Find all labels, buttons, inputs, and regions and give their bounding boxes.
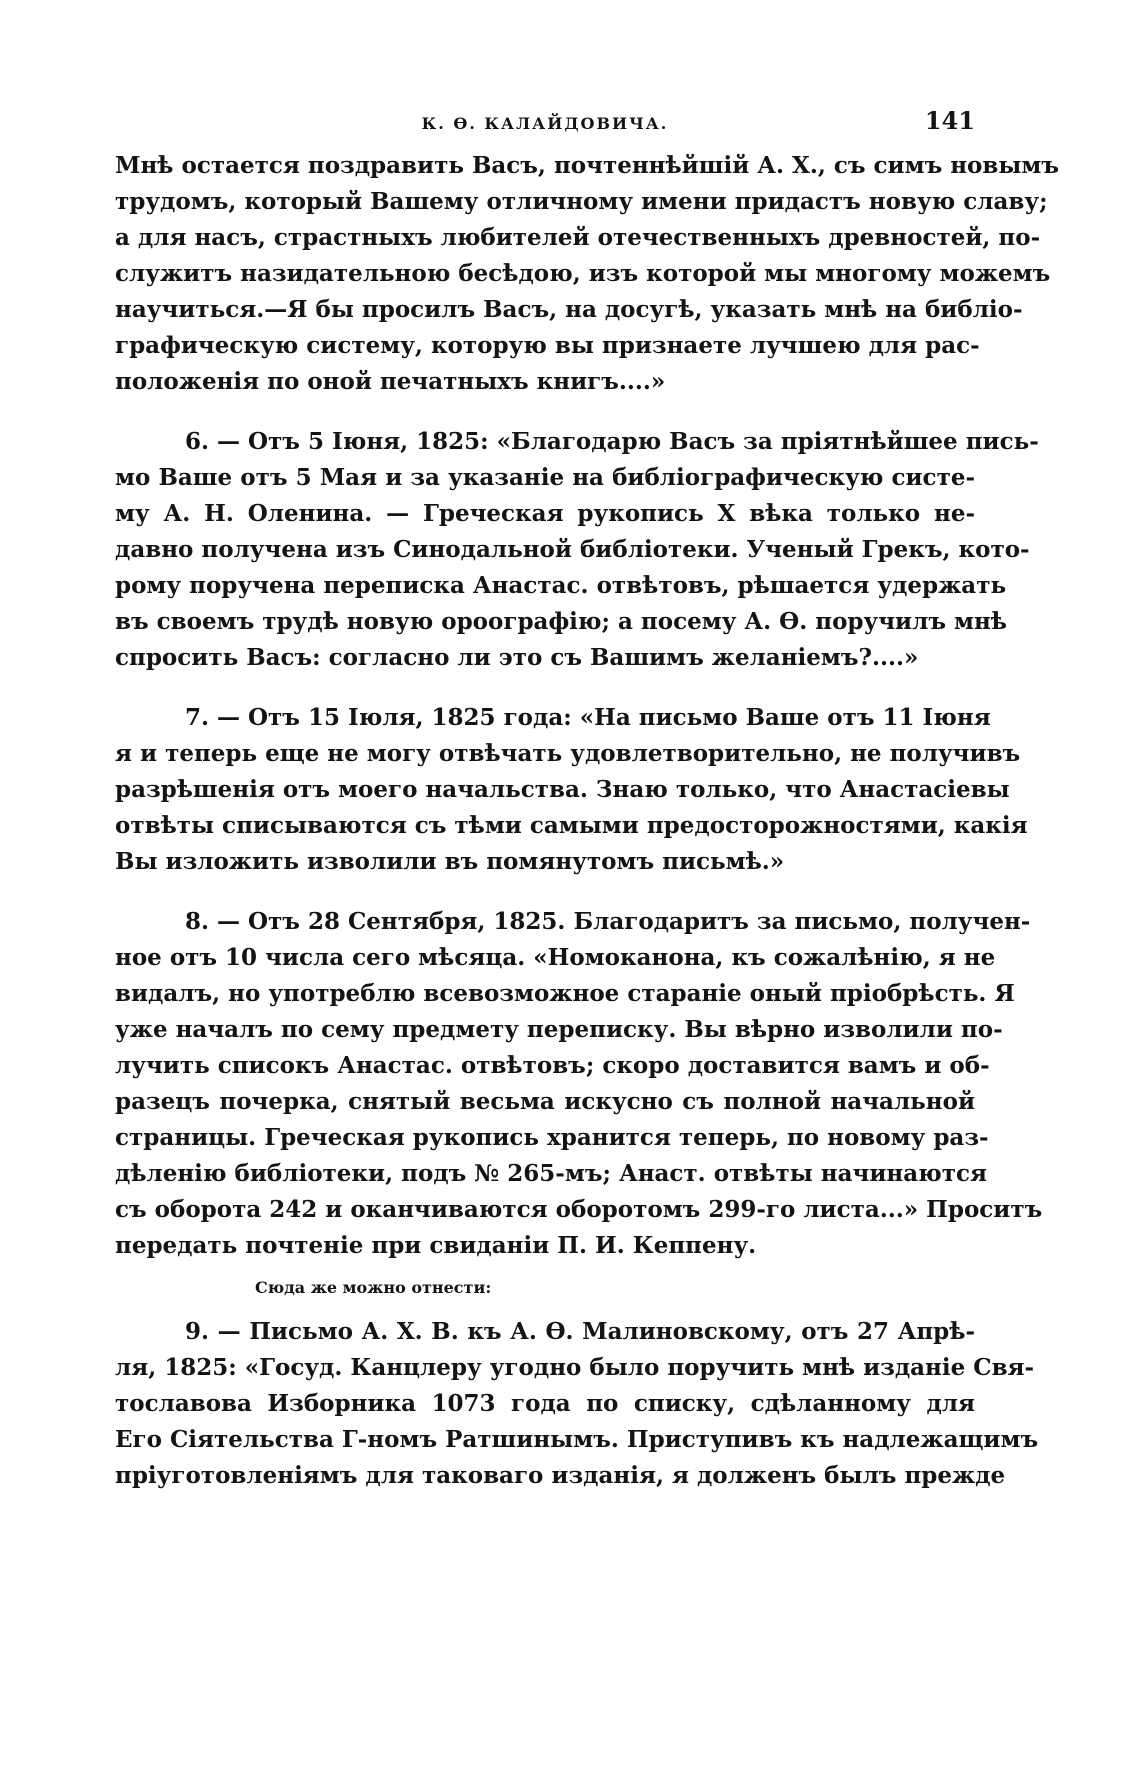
text-line: 9. — Письмо А. Х. В. къ А. Ө. Малиновскому, отъ 27 Апрѣ- [185, 1318, 975, 1345]
running-head [115, 106, 975, 140]
section-subheading: Сюда же можно отнести: [255, 1278, 492, 1297]
page-number: 141 [924, 106, 975, 135]
text-line: трудомъ, который Вашему отличному имени придастъ новую славу; [115, 188, 1048, 215]
text-line: съ оборота 242 и оканчиваются оборотомъ 299-го листа...» Проситъ [115, 1196, 1043, 1223]
text-line: 8. — Отъ 28 Сентября, 1825. Благодаритъ за письмо, получен- [185, 908, 1031, 935]
text-line: разецъ почерка, снятый весьма искусно съ полной начальной [115, 1088, 975, 1115]
text-line: а для насъ, страстныхъ любителей отечественныхъ древностей, по- [115, 224, 1041, 251]
text-line: му А. Н. Оленина. — Греческая рукопись X вѣка только не- [115, 500, 975, 527]
text-line: пріуготовленіямъ для таковаго изданія, я долженъ былъ прежде [115, 1462, 1006, 1489]
paragraph-8 [115, 904, 1043, 1264]
text-line: давно получена изъ Синодальной библіотеки. Ученый Грекъ, кото- [115, 536, 1030, 563]
text-line: отвѣты списываются съ тѣми самыми предосторожностями, какія [115, 812, 1028, 839]
text-line: тославова Изборника 1073 года по списку, сдѣланному для [115, 1390, 975, 1417]
text-line: 6. — Отъ 5 Іюня, 1825: «Благодарю Васъ за пріятнѣйшее пись- [185, 428, 1039, 455]
text-line: 7. — Отъ 15 Іюля, 1825 года: «На письмо Ваше отъ 11 Іюня [185, 704, 991, 731]
text-line: ное отъ 10 числа сего мѣсяца. «Номоканона, къ сожалѣнію, я не [115, 944, 996, 971]
paragraph-9 [115, 1314, 1039, 1494]
text-line: спросить Васъ: согласно ли это съ Вашимъ желаніемъ?....» [115, 644, 919, 671]
text-line: рому поручена переписка Анастас. отвѣтовъ, рѣшается удержать [115, 572, 1007, 599]
text-line: мо Ваше отъ 5 Мая и за указаніе на библіографическую систе- [115, 464, 975, 491]
text-line: въ своемъ трудѣ новую ороографію; а посему А. Ө. поручилъ мнѣ [115, 608, 1007, 635]
text-line: положенія по оной печатныхъ книгъ....» [115, 368, 666, 395]
body-text [115, 148, 1060, 1494]
text-line: графическую систему, которую вы признаете лучшею для рас- [115, 332, 980, 359]
paragraph-6 [115, 424, 1039, 676]
text-line: дѣленію библіотеки, подъ № 265-мъ; Анаст. отвѣты начинаются [115, 1160, 987, 1187]
text-line: передать почтеніе при свиданіи П. И. Кеппену. [115, 1232, 757, 1259]
text-line: лучить списокъ Анастас. отвѣтовъ; скоро доставится вамъ и об- [115, 1052, 990, 1079]
text-line: служитъ назидательною бесѣдою, изъ которой мы многому можемъ [115, 260, 1051, 287]
text-line: Мнѣ остается поздравить Васъ, почтеннѣйшій А. Х., съ симъ новымъ [115, 152, 1060, 179]
running-title: К. Ө. КАЛАЙДОВИЧА. [421, 114, 669, 133]
text-line: разрѣшенія отъ моего начальства. Знаю только, что Анастасіевы [115, 776, 1010, 803]
text-line: научиться.—Я бы просилъ Васъ, на досугѣ, указать мнѣ на библіо- [115, 296, 1023, 323]
text-line: ля, 1825: «Госуд. Канцлеру угодно было поручить мнѣ изданіе Свя- [115, 1354, 1035, 1381]
text-line: видалъ, но употреблю всевозможное стараніе оный пріобрѣсть. Я [115, 980, 1015, 1007]
text-line: Вы изложить изволили въ помянутомъ письмѣ.» [115, 848, 785, 875]
text-line: Его Сіятельства Г-номъ Ратшинымъ. Приступивъ къ надлежащимъ [115, 1426, 1039, 1453]
text-line: я и теперь еще не могу отвѣчать удовлетворительно, не получивъ [115, 740, 1021, 767]
text-line: страницы. Греческая рукопись хранится теперь, по новому раз- [115, 1124, 989, 1151]
paragraph-7 [115, 700, 1028, 880]
text-line: уже началъ по сему предмету переписку. Вы вѣрно изволили по- [115, 1016, 1003, 1043]
paragraph-intro [115, 148, 1060, 400]
